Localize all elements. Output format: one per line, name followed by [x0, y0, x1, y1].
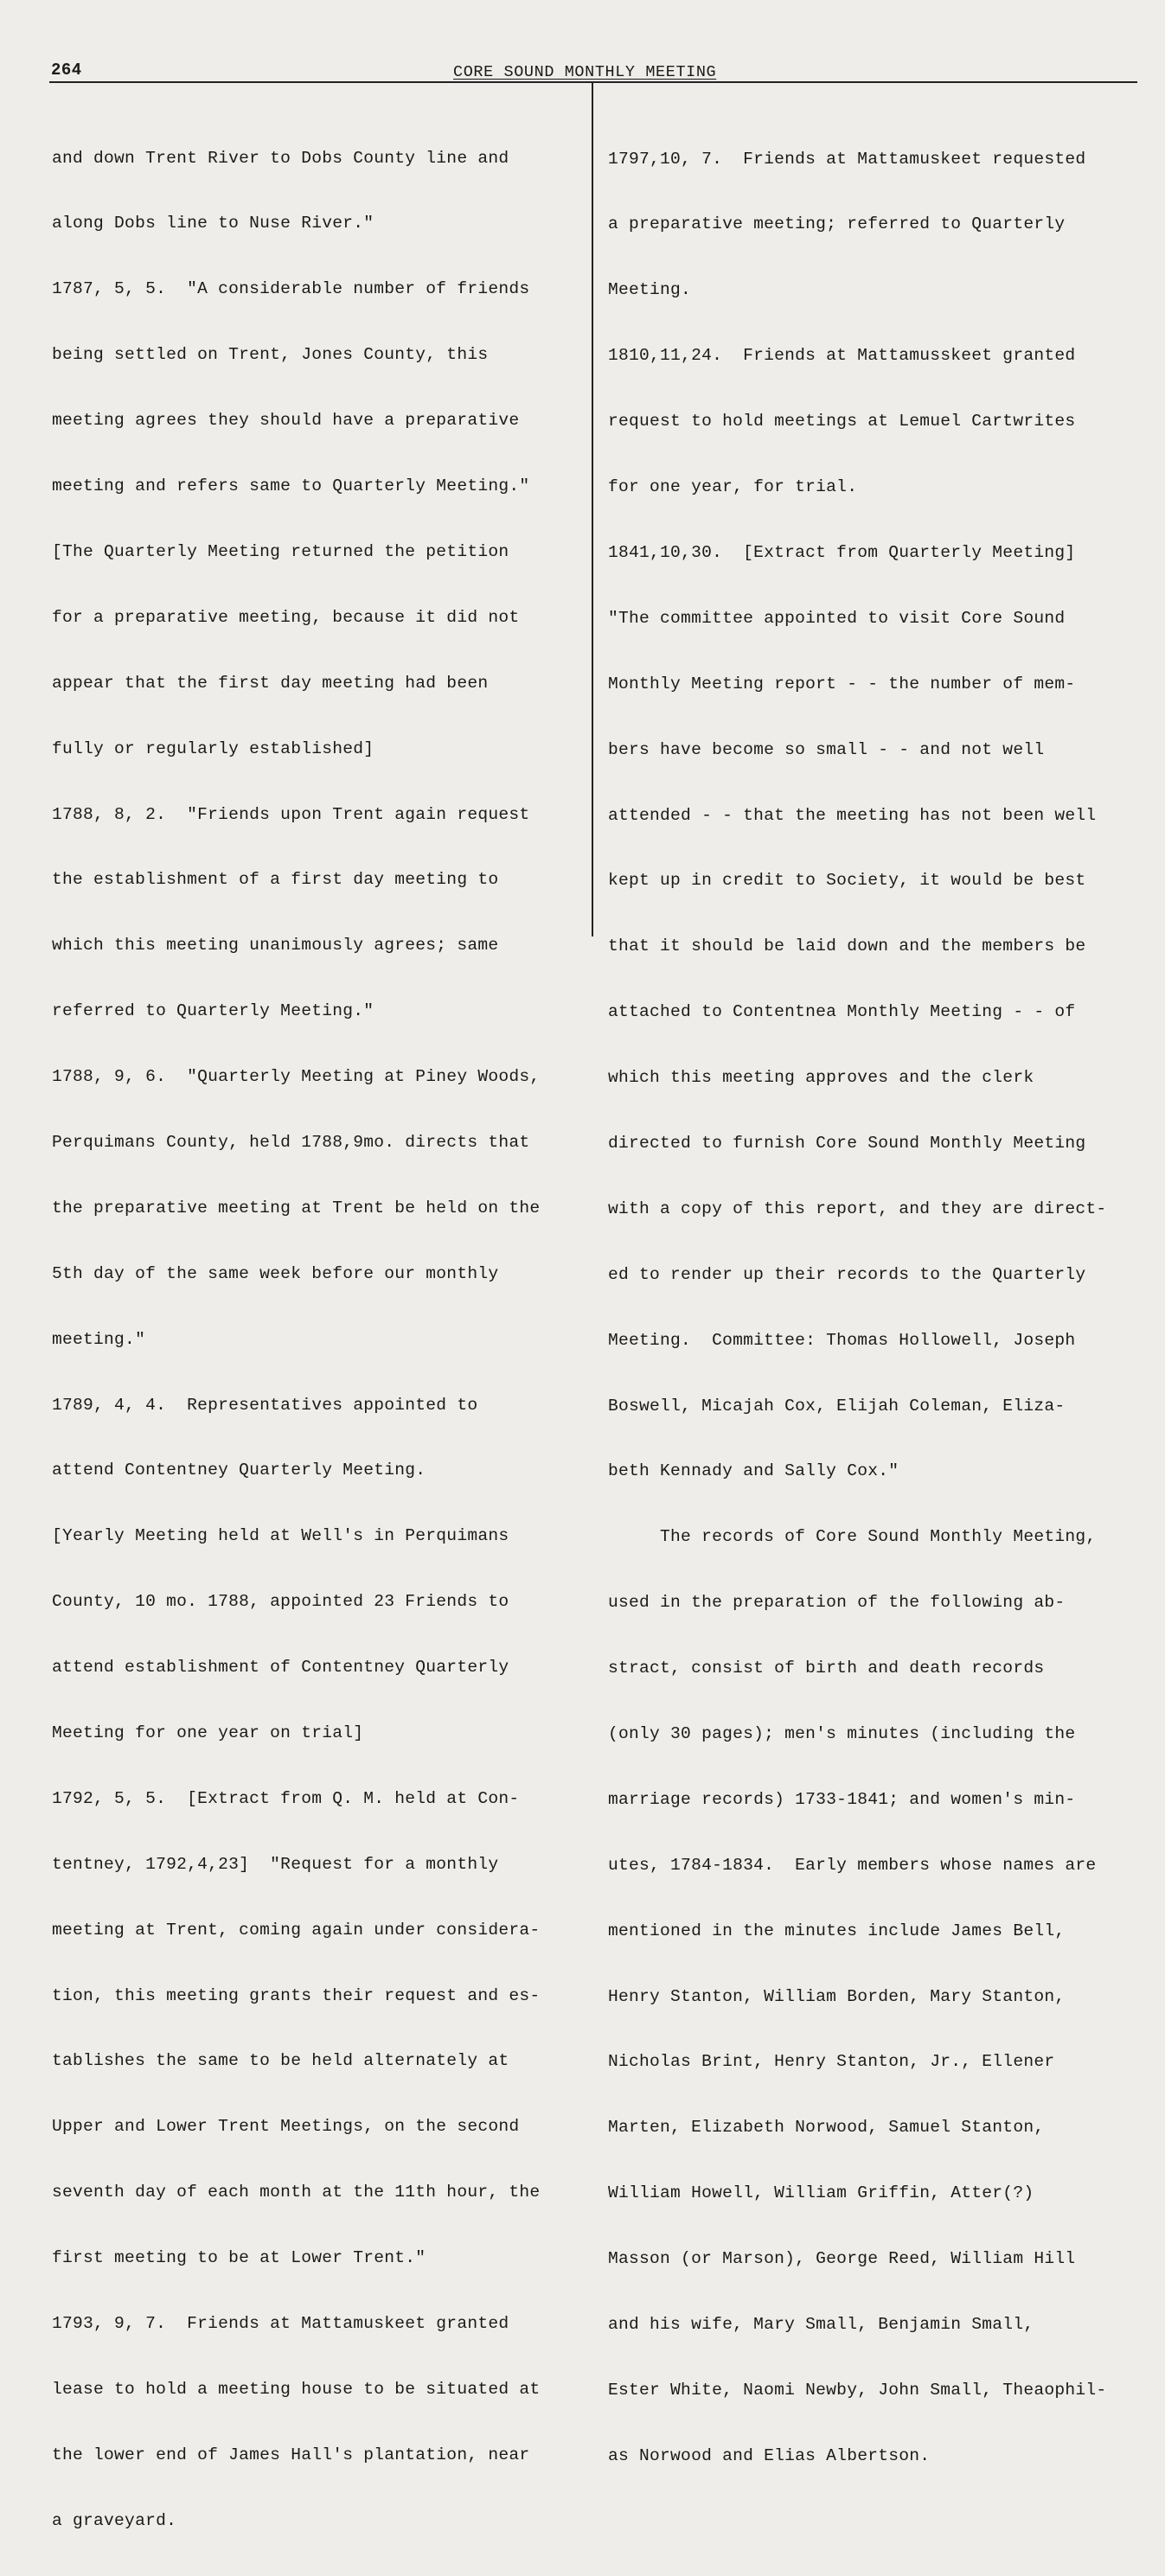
- text-line: along Dobs line to Nuse River.": [52, 214, 374, 233]
- text-line: that it should be laid down and the members be: [608, 936, 1086, 956]
- text-line: a preparative meeting; referred to Quarterly: [608, 214, 1066, 234]
- text-line: the preparative meeting at Trent be held on the: [52, 1198, 541, 1218]
- text-line: 1788, 9, 6. "Quarterly Meeting at Piney Woods,: [52, 1067, 541, 1087]
- text-line: beth Kennady and Sally Cox.": [608, 1461, 899, 1481]
- text-line: County, 10 mo. 1788, appointed 23 Friends to: [52, 1592, 509, 1612]
- text-line: 1841,10,30. [Extract from Quarterly Meeting]: [608, 542, 1076, 562]
- text-line: Marten, Elizabeth Norwood, Samuel Stanton,: [608, 2118, 1045, 2138]
- text-line: 1810,11,24. Friends at Mattamusskeet granted: [608, 346, 1076, 366]
- text-line: for a preparative meeting, because it did not: [52, 607, 520, 627]
- text-line: 5th day of the same week before our monthly: [52, 1263, 499, 1283]
- left-column: [52, 104, 540, 2576]
- text-line: (only 30 pages); men's minutes (including the: [608, 1723, 1076, 1743]
- text-line: Nicholas Brint, Henry Stanton, Jr., Ellener: [608, 2052, 1055, 2072]
- text-line: Meeting for one year on trial]: [52, 1723, 364, 1742]
- text-line: attended - - that the meeting has not been well: [608, 805, 1097, 825]
- text-line: meeting and refers same to Quarterly Meeting.": [52, 476, 530, 496]
- text-line: 1793, 9, 7. Friends at Mattamuskeet granted: [52, 2313, 509, 2333]
- text-line: and his wife, Mary Small, Benjamin Small,: [608, 2314, 1034, 2334]
- text-line: Meeting. Committee: Thomas Hollowell, Joseph: [608, 1330, 1076, 1350]
- text-line: [Yearly Meeting held at Well's in Perquimans: [52, 1526, 509, 1546]
- text-line: 1792, 5, 5. [Extract from Q. M. held at Con-: [52, 1788, 520, 1808]
- text-line: 1789, 4, 4. Representatives appointed to: [52, 1395, 478, 1415]
- text-line: "The committee appointed to visit Core Sound: [608, 608, 1066, 628]
- text-line: ed to render up their records to the Quarterly: [608, 1264, 1086, 1284]
- header-rule: [49, 81, 1137, 83]
- text-line: fully or regularly established]: [52, 738, 374, 758]
- text-line: 1797,10, 7. Friends at Mattamuskeet requested: [608, 149, 1086, 169]
- text-line: request to hold meetings at Lemuel Cartwrites: [608, 412, 1076, 431]
- text-line: the establishment of a first day meeting to: [52, 870, 499, 890]
- text-line: appear that the first day meeting had been: [52, 673, 489, 693]
- text-line: 1788, 8, 2. "Friends upon Trent again request: [52, 804, 530, 824]
- text-line: as Norwood and Elias Albertson.: [608, 2445, 931, 2465]
- text-line: meeting agrees they should have a preparative: [52, 411, 520, 431]
- text-line: mentioned in the minutes include James Bell,: [608, 1921, 1066, 1940]
- text-line: and down Trent River to Dobs County line and: [52, 148, 509, 168]
- text-line: attend Contentney Quarterly Meeting.: [52, 1461, 426, 1480]
- text-line: Henry Stanton, William Borden, Mary Stanton,: [608, 1986, 1066, 2006]
- text-line: a graveyard.: [52, 2510, 177, 2530]
- column-divider: [592, 82, 593, 936]
- text-line: the lower end of James Hall's plantation, near: [52, 2445, 530, 2464]
- text-line: William Howell, William Griffin, Atter(?): [608, 2183, 1034, 2203]
- text-line: tentney, 1792,4,23] "Request for a monthly: [52, 1854, 499, 1874]
- text-line: tion, this meeting grants their request and es-: [52, 1985, 541, 2005]
- text-line: tablishes the same to be held alternately at: [52, 2051, 509, 2071]
- text-line: attached to Contentnea Monthly Meeting - - of: [608, 1002, 1076, 1022]
- text-line: stract, consist of birth and death records: [608, 1659, 1045, 1678]
- page-number: 264: [51, 61, 82, 80]
- text-line: meeting.": [52, 1329, 146, 1349]
- text-line: marriage records) 1733-1841; and women's min-: [608, 1789, 1076, 1809]
- text-line: Masson (or Marson), George Reed, William Hill: [608, 2249, 1076, 2269]
- text-line: Upper and Lower Trent Meetings, on the second: [52, 2117, 520, 2137]
- text-line: [The Quarterly Meeting returned the petition: [52, 541, 509, 561]
- text-line: which this meeting approves and the clerk: [608, 1068, 1034, 1088]
- right-column: [608, 105, 1106, 2511]
- text-line: with a copy of this report, and they are direct-: [608, 1199, 1107, 1218]
- text-line: seventh day of each month at the 11th hour, the: [52, 2183, 541, 2202]
- text-line: Monthly Meeting report - - the number of mem-: [608, 674, 1076, 694]
- text-line: 1787, 5, 5. "A considerable number of friends: [52, 279, 530, 299]
- text-line: Perquimans County, held 1788,9mo. directs that: [52, 1132, 530, 1152]
- text-line: bers have become so small - - and not well: [608, 739, 1045, 759]
- text-line: directed to furnish Core Sound Monthly Meeting: [608, 1133, 1086, 1153]
- text-line: kept up in credit to Society, it would be best: [608, 871, 1086, 891]
- text-line: referred to Quarterly Meeting.": [52, 1001, 374, 1021]
- running-title: CORE SOUND MONTHLY MEETING: [453, 63, 717, 81]
- text-line: The records of Core Sound Monthly Meeting,: [608, 1527, 1097, 1547]
- text-line: for one year, for trial.: [608, 477, 858, 497]
- text-line: Ester White, Naomi Newby, John Small, Theaophil-: [608, 2380, 1107, 2400]
- text-line: meeting at Trent, coming again under considera-: [52, 1920, 541, 1940]
- text-line: attend establishment of Contentney Quarterly: [52, 1658, 509, 1678]
- text-line: being settled on Trent, Jones County, this: [52, 345, 489, 365]
- text-line: Boswell, Micajah Cox, Elijah Coleman, Eliza-: [608, 1396, 1066, 1416]
- text-line: which this meeting unanimously agrees; same: [52, 936, 499, 956]
- text-line: utes, 1784-1834. Early members whose names are: [608, 1855, 1097, 1875]
- text-line: first meeting to be at Lower Trent.": [52, 2248, 426, 2268]
- text-line: Meeting.: [608, 280, 692, 300]
- text-line: used in the preparation of the following ab-: [608, 1593, 1066, 1613]
- text-line: lease to hold a meeting house to be situated at: [52, 2379, 541, 2399]
